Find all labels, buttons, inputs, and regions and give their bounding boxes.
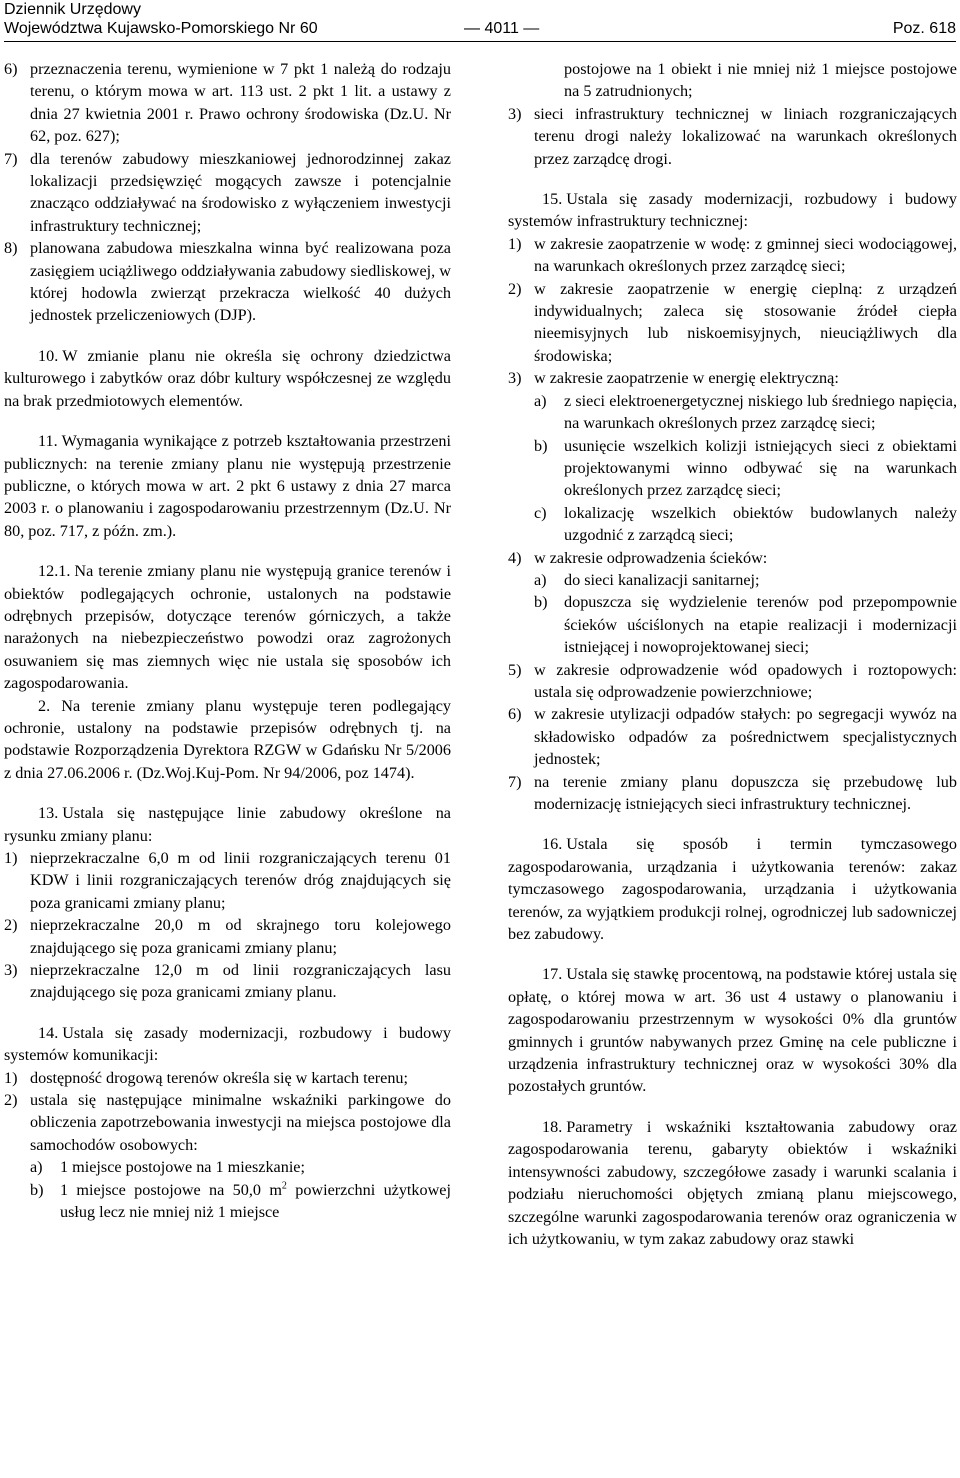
section-16: 16. Ustala się sposób i termin tymczasowego zagospodarowania, urządzania i użytkowania terenów: zakaz tymczasowego zagospodarowania, urządzania i użytkowania terenów, za wyjątkiem produkcji rolnej, ogrodniczej lub sadowniczej bez zabudowy. bbox=[508, 835, 957, 944]
section-12: 12.1. Na terenie zmiany planu nie występują granice terenów i obiektów podlegających ochronie, ustalonych na podstawie odrębnych przepisów, dotyczące terenów górniczych, a także narażonych na niebezpieczeństwo powodzi oraz zagrożonych osuwaniem się mas ziemnych więc nie ustala się sposobów ich zagospodarowania. bbox=[4, 562, 451, 693]
sub-list-item: c) lokalizację wszelkich obiektów budowlanych należy uzgodnić z zarządcą sieci; bbox=[534, 503, 957, 545]
sub-list-item: b) 1 miejsce postojowe na 50,0 $m^2$ powierzchni użytkowej usług lecz nie mniej niż 1 miejsce bbox=[30, 1180, 451, 1222]
header-rule bbox=[4, 41, 956, 42]
section-13: 13. Ustala się następujące linie zabudowy określone na rysunku zmiany planu: bbox=[4, 804, 451, 845]
section-17: 17. Ustala się stawkę procentową, na podstawie której ustala się opłatę, o której mowa w art. 36 ust 4 ustawy o planowaniu i zagospodarowaniu przestrzennym w wysokości 0% dla gruntów gminnych i gruntów nabywanych przez Gminę na cele publiczne i urządzenia infrastruktury technicznej oraz w wysokości 30% dla pozostałych gruntów. bbox=[508, 965, 957, 1096]
section-14: 14. Ustala się zasady modernizacji, rozbudowy i budowy systemów komunikacji: bbox=[4, 1023, 451, 1065]
sub-list-item: b) dopuszcza się wydzielenie terenów pod przepompownie ścieków uściślonych na etapie realizacji i modernizacji istniejącej i nowoprojektowanej sieci; bbox=[534, 593, 957, 657]
sub-list-item: a) z sieci elektroenergetycznej niskiego lub średniego napięcia, na warunkach określonych przez zarządcę sieci; bbox=[534, 391, 957, 433]
page-number: — 4011 — bbox=[464, 20, 540, 37]
page-header bbox=[4, 0, 956, 40]
section-11: 11. Wymagania wynikające z potrzeb kształtowania przestrzeni publicznych: na terenie zmiany planu nie występują przestrzenie publiczne, o których mowa w art. 2 pkt 6 ustawy z dnia 27 marca 2003 r. o planowaniu i zagospodarowaniu przestrzennym (Dz.U. Nr 80, poz. 717, z późn. zm.). bbox=[4, 432, 451, 540]
list-item: 2) nieprzekraczalne 20,0 m od skrajnego toru kolejowego znajdującego się poza granicami zmiany planu; bbox=[4, 916, 451, 957]
journal-subtitle: Województwa Kujawsko-Pomorskiego Nr 60 bbox=[4, 20, 318, 37]
list-item: 7) na terenie zmiany planu dopuszcza się przebudowę lub modernizację istniejących sieci infrastruktury technicznej. bbox=[508, 772, 957, 813]
list-item: 7) dla terenów zabudowy mieszkaniowej jednorodzinnej zakaz lokalizacji przedsięwzięć mogących zawsze i potencjalnie znacząco oddziaływać na środowisko z wyłączeniem inwestycji infrastruktury technicznej; bbox=[4, 149, 451, 235]
sub-list-item: b) usunięcie wszelkich kolizji istniejących sieci z obiektami projektowanymi winno odbywać się na warunkach określonych przez zarządcę sieci; bbox=[534, 436, 957, 500]
section-10: 10. W zmianie planu nie określa się ochrony dziedzictwa kulturowego i zabytków oraz dóbr kultury współczesnej ze względu na brak przedmiotowych elementów. bbox=[4, 346, 451, 410]
list-item: 5) w zakresie odprowadzenie wód opadowych i roztopowych: ustala się odprowadzenie powierzchniowe; bbox=[508, 660, 957, 701]
list-item: 4) w zakresie odprowadzenia ścieków: bbox=[508, 548, 768, 567]
list-item: 6) w zakresie utylizacji odpadów stałych: po segregacji wywóz na składowisko odpadów za pośrednictwem specjalistycznych jednostek; bbox=[508, 705, 957, 769]
list-item: 8) planowana zabudowa mieszkalna winna być realizowana poza zasięgiem uciążliwego oddziaływania zabudowy siedliskowej, w której hodowla zwierząt przekracza wielkość 40 dużych jednostek przeliczeniowych (DJP). bbox=[4, 239, 451, 325]
list-item: 2) w zakresie zaopatrzenie w energię cieplną: z urządzeń indywidualnych; zaleca się stosowanie źródeł ciepła nieemisyjnych lub niskoemisyjnych, nieuciążliwych dla środowiska; bbox=[508, 279, 957, 365]
list-item: 2) ustala się następujące minimalne wskaźniki parkingowe do obliczenia zapotrzebowania inwestycji na miejsca postojowe dla samochodów osobowych: bbox=[4, 1091, 451, 1154]
left-column bbox=[4, 58, 451, 1224]
section-18: 18. Parametry i wskaźniki kształtowania zabudowy oraz zagospodarowania terenu, gabaryty obiektów i wskaźniki intensywności zabudowy, szczegółowe zasady i warunki scalania i podziału nieruchomości objętych zmianą planu miejscowego, szczególne warunki zagospodarowania terenów oraz ograniczenia w ich użytkowaniu, w tym zakaz zabudowy oraz stawki bbox=[508, 1117, 957, 1248]
list-item: 3) nieprzekraczalne 12,0 m od linii rozgraniczających lasu znajdującego się poza granicami zmiany planu. bbox=[4, 961, 451, 1002]
list-item: 6) przeznaczenia terenu, wymienione w 7 pkt 1 należą do rodzaju terenu, o którym mowa w art. 113 ust. 2 pkt 1 lit. a ustawy z dnia 27 kwietnia 2001 r. Prawo ochrony środowiska (Dz.U. Nr 62, poz. 627); bbox=[4, 60, 451, 146]
position-number: Poz. 618 bbox=[892, 20, 956, 37]
section-12-2: 2. Na terenie zmiany planu występuje teren podlegający ochronie, ustalony na podstawie przepisów odrębnych tj. na podstawie Rozporządzenia Dyrektora RZGW w Gdańsku Nr 5/2006 z dnia 27.06.2006 r. (Dz.Woj.Kuj-Pom. Nr 94/2006, poz 1474). bbox=[4, 696, 451, 782]
list-item: 1) nieprzekraczalne 6,0 m od linii rozgraniczających terenu 01 KDW i linii rozgraniczających terenów dróg znajdujących się poza granicami zmiany planu; bbox=[4, 849, 451, 912]
sub-list-item: a) 1 miejsce postojowe na 1 mieszkanie; bbox=[30, 1158, 305, 1177]
section-15: 15. Ustala się zasady modernizacji, rozbudowy i budowy systemów infrastruktury technicznej: bbox=[508, 190, 957, 231]
right-column bbox=[508, 58, 957, 1250]
list-item: 1) dostępność drogową terenów określa się w kartach terenu; bbox=[4, 1068, 409, 1087]
journal-title: Dziennik Urzędowy bbox=[4, 1, 141, 18]
list-item: 3) sieci infrastruktury technicznej w liniach rozgraniczających terenu drogi należy lokalizować na warunkach określonych przez zarządcę drogi. bbox=[508, 104, 957, 168]
sub-list-item: a) do sieci kanalizacji sanitarnej; bbox=[534, 570, 760, 589]
continued-text: postojowe na 1 obiekt i nie mniej niż 1 miejsce postojowe na 5 zatrudnionych; bbox=[564, 60, 957, 101]
list-item: 3) w zakresie zaopatrzenie w energię elektryczną: bbox=[508, 369, 839, 388]
list-item: 1) w zakresie zaopatrzenie w wodę: z gminnej sieci wodociągowej, na warunkach określonych przez zarządcę sieci; bbox=[508, 234, 957, 276]
